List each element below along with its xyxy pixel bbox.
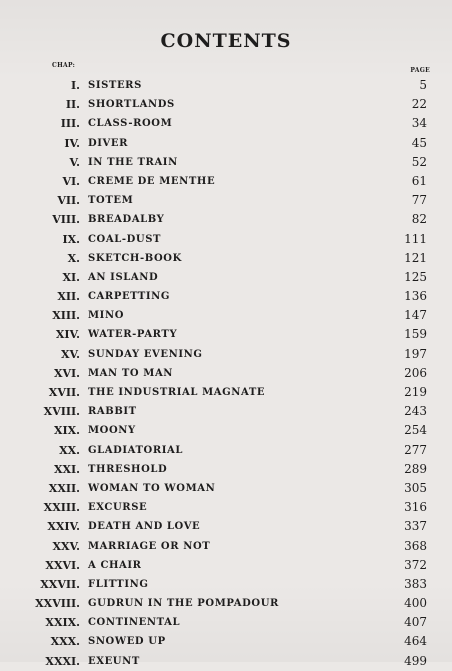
toc-entry: [0, 134, 452, 153]
chapter-title: SNOWED UP: [88, 636, 166, 648]
page-number: 254: [404, 423, 427, 438]
chapter-title: SUNDAY EVENING: [88, 348, 203, 360]
page-number: 368: [404, 538, 427, 553]
page-number: 136: [404, 289, 427, 304]
page-column-header: PAGE: [410, 67, 430, 74]
page-number: 305: [404, 480, 427, 495]
toc-entry: [0, 556, 452, 575]
chapter-title: AN ISLAND: [88, 271, 159, 283]
chapter-number: IX.: [62, 232, 80, 246]
chapter-number: XXIII.: [43, 501, 80, 515]
page-number: 464: [404, 634, 427, 649]
toc-entry: [0, 498, 452, 517]
chapter-number: XX.: [59, 443, 80, 457]
toc-entry: [0, 364, 452, 383]
toc-entry: [0, 594, 452, 613]
page-number: 125: [404, 269, 427, 284]
page-number: 277: [404, 442, 427, 457]
chapter-title: MOONY: [88, 425, 136, 437]
page-number: 111: [404, 231, 427, 246]
chapter-number: XI.: [62, 270, 80, 284]
toc-entry: [0, 287, 452, 306]
table-of-contents: [0, 76, 452, 671]
chapter-number: VI.: [62, 174, 80, 188]
toc-entry: [0, 172, 452, 191]
page-number: 243: [404, 404, 427, 419]
chapter-title: EXEUNT: [88, 655, 140, 667]
page-number: 82: [411, 212, 427, 227]
chapter-number: XVI.: [53, 366, 80, 380]
chapter-title: CONTINENTAL: [88, 617, 181, 629]
toc-entry: [0, 95, 452, 114]
chapter-number: XIII.: [52, 309, 80, 323]
page-number: 34: [411, 116, 427, 131]
toc-entry: [0, 325, 452, 344]
toc-entry: [0, 632, 452, 651]
page-number: 383: [404, 576, 427, 591]
chapter-number: XXVII.: [40, 577, 80, 591]
page-number: 5: [419, 78, 427, 92]
chapter-title: EXCURSE: [88, 502, 148, 514]
chapter-title: SHORTLANDS: [88, 99, 175, 111]
chapter-number: XXX.: [50, 635, 80, 649]
chapter-title: RABBIT: [88, 406, 137, 418]
page-number: 499: [404, 653, 427, 668]
chapter-number: XVIII.: [43, 405, 80, 419]
chapter-title: COAL-DUST: [88, 233, 162, 245]
chapter-number: XXIV.: [47, 520, 80, 534]
chapter-title: MAN TO MAN: [88, 367, 174, 379]
page-number: 77: [411, 193, 427, 208]
toc-entry: [0, 76, 452, 95]
toc-entry: [0, 652, 452, 671]
chapter-title: MINO: [88, 310, 124, 322]
chapter-number: XII.: [57, 290, 80, 304]
page-number: 197: [404, 346, 427, 361]
page-number: 52: [411, 154, 427, 169]
toc-entry: [0, 517, 452, 536]
chapter-number: XXV.: [52, 539, 80, 553]
chapter-number: XXII.: [48, 481, 80, 495]
page-number: 159: [404, 327, 427, 342]
toc-entry: [0, 345, 452, 364]
chapter-number: V.: [69, 155, 80, 169]
chapter-number: XVII.: [48, 386, 80, 399]
toc-entry: [0, 268, 452, 287]
page-number: 45: [411, 135, 427, 150]
chapter-number: XIX.: [53, 424, 80, 438]
chapter-title: FLITTING: [88, 578, 149, 590]
chapter-title: A CHAIR: [88, 559, 142, 571]
page-number: 337: [404, 519, 427, 534]
chapter-title: GUDRUN IN THE POMPADOUR: [88, 598, 279, 610]
chapter-number: XXVIII.: [35, 597, 80, 611]
chapter-title: TOTEM: [88, 195, 134, 207]
chapter-title: MARRIAGE OR NOT: [88, 540, 211, 552]
toc-entry: [0, 249, 452, 268]
chapter-number: XXIX.: [45, 616, 80, 630]
page-title: CONTENTS: [160, 30, 292, 52]
chapter-title: CREME DE MENTHE: [88, 175, 216, 187]
page-number: 121: [404, 250, 427, 265]
page-number: 61: [411, 173, 427, 188]
page-number: 147: [404, 308, 427, 323]
chapter-number: XXI.: [53, 462, 80, 476]
toc-entry: [0, 114, 452, 133]
toc-entry: [0, 479, 452, 498]
toc-entry: [0, 537, 452, 556]
toc-entry: [0, 460, 452, 479]
chapter-title: WOMAN TO WOMAN: [88, 482, 216, 494]
page-number: 289: [404, 461, 427, 476]
page-number: 219: [404, 385, 427, 399]
chapter-title: SKETCH-BOOK: [88, 252, 182, 264]
chapter-number: IV.: [64, 136, 80, 150]
chapter-title: CLASS-ROOM: [88, 118, 173, 130]
page-number: 206: [404, 365, 427, 380]
toc-entry: [0, 441, 452, 460]
chapter-number: X.: [67, 251, 80, 265]
toc-entry: [0, 153, 452, 172]
chapter-column-header: CHAP:: [52, 62, 76, 69]
toc-entry: [0, 306, 452, 325]
page-number: 22: [411, 97, 427, 112]
chapter-number: III.: [60, 117, 80, 131]
chapter-number: XXXI.: [45, 654, 80, 668]
page-number: 407: [404, 615, 427, 630]
toc-entry: [0, 575, 452, 594]
toc-entry: [0, 230, 452, 249]
chapter-title: THRESHOLD: [88, 463, 168, 475]
chapter-title: SISTERS: [88, 80, 142, 91]
chapter-title: DEATH AND LOVE: [88, 521, 201, 533]
chapter-title: WATER-PARTY: [88, 329, 178, 341]
chapter-number: VIII.: [52, 213, 80, 227]
chapter-number: II.: [65, 98, 80, 112]
chapter-title: IN THE TRAIN: [88, 156, 178, 168]
chapter-title: BREADALBY: [88, 214, 165, 226]
toc-entry: [0, 191, 452, 210]
chapter-number: VII.: [57, 194, 80, 208]
toc-entry: [0, 383, 452, 402]
chapter-number: XIV.: [55, 328, 80, 342]
page-number: 400: [404, 596, 427, 611]
chapter-title: THE INDUSTRIAL MAGNATE: [88, 387, 266, 398]
chapter-number: I.: [71, 79, 80, 92]
page-number: 372: [404, 557, 427, 572]
chapter-title: GLADIATORIAL: [88, 444, 184, 456]
chapter-number: XXVI.: [45, 558, 80, 572]
toc-entry: [0, 402, 452, 421]
chapter-number: XV.: [61, 347, 80, 361]
toc-entry: [0, 210, 452, 229]
chapter-title: DIVER: [88, 137, 129, 149]
chapter-title: CARPETTING: [88, 291, 171, 303]
page-number: 316: [404, 500, 427, 515]
toc-entry: [0, 421, 452, 440]
toc-entry: [0, 613, 452, 632]
